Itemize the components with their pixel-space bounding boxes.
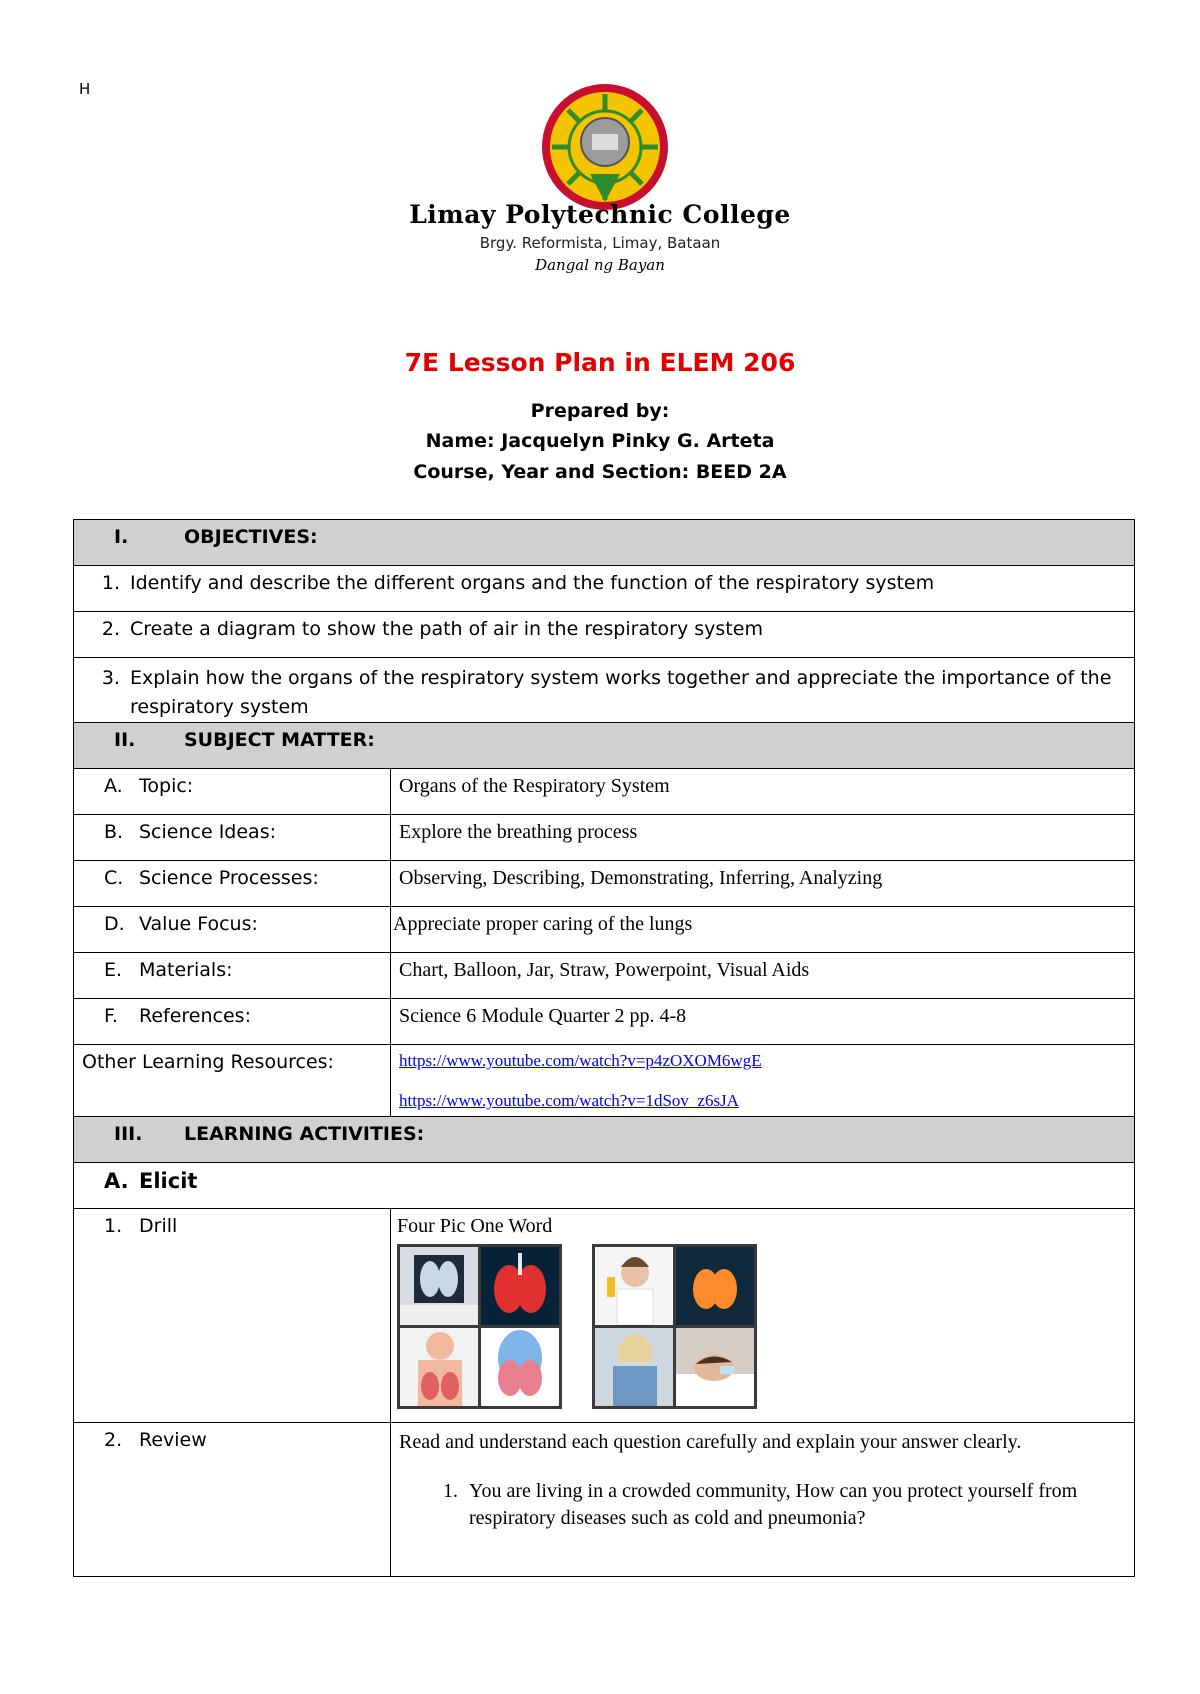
- objective-text: Identify and describe the different organs and the function of the respiratory system: [130, 572, 935, 594]
- subject-label: Value Focus:: [139, 913, 258, 935]
- chest-xray-image: [400, 1247, 478, 1325]
- objective-text: Explain how the organs of the respiratory system works together and appreciate the importance of the respiratory system: [130, 667, 1112, 718]
- subject-label: Topic:: [139, 775, 194, 797]
- subject-row: D. Value Focus: Appreciate proper caring of the lungs: [74, 907, 1135, 953]
- other-resources-row: [74, 1045, 1135, 1117]
- subject-label: Science Ideas:: [139, 821, 276, 843]
- college-name: Limay Polytechnic College: [409, 200, 791, 229]
- resource-link-1[interactable]: https://www.youtube.com/watch?v=p4zOXOM6wgE: [399, 1051, 762, 1070]
- respiratory-diagram-image: [400, 1328, 478, 1406]
- subject-matter-header-row: [74, 723, 1135, 769]
- course-year-section: Course, Year and Section: BEED 2A: [413, 461, 787, 483]
- subject-row: A. Topic: Organs of the Respiratory System: [74, 769, 1135, 815]
- elicit-row: A. Elicit: [74, 1163, 1135, 1209]
- drill-text: Four Pic One Word: [397, 1215, 553, 1237]
- subject-matter-heading: II. SUBJECT MATTER:: [74, 723, 1135, 769]
- other-resources-label: Other Learning Resources:: [74, 1045, 391, 1117]
- drill-row: 1. Drill Four Pic One Word: [74, 1209, 1135, 1423]
- preparer-name: Name: Jacquelyn Pinky G. Arteta: [425, 430, 775, 452]
- college-motto: Dangal ng Bayan: [535, 256, 665, 274]
- corner-mark: H: [79, 80, 91, 98]
- resource-link-2[interactable]: https://www.youtube.com/watch?v=1dSov_z6sJA: [399, 1091, 739, 1110]
- glowing-lungs-image: [676, 1247, 754, 1325]
- review-row: 2. Review Read and understand each question carefully and explain your answer clearly. 1. You are living in a crowded community, How can you protect yourself from respiratory diseases such as cold and pneumonia?: [74, 1423, 1135, 1577]
- objective-row: [74, 658, 1135, 723]
- subject-value: Science 6 Module Quarter 2 pp. 4-8: [391, 999, 1135, 1045]
- objective-text: Create a diagram to show the path of air in the respiratory system: [130, 618, 763, 640]
- review-instructions: Read and understand each question carefully and explain your answer clearly.: [399, 1431, 1022, 1453]
- subject-row: C. Science Processes: Observing, Describing, Demonstrating, Inferring, Analyzing: [74, 861, 1135, 907]
- review-question-list: [393, 1478, 1126, 1532]
- woman-inhaler-image: [595, 1247, 673, 1325]
- objective-row: [74, 566, 1135, 612]
- college-seal-logo: [540, 82, 670, 212]
- subject-label: References:: [139, 1005, 251, 1027]
- lungs-illustration-image: [481, 1247, 559, 1325]
- subject-label: Materials:: [139, 959, 233, 981]
- learning-activities-header-row: [74, 1117, 1135, 1163]
- review-question: 1. You are living in a crowded community, How can you protect yourself from respiratory diseases such as cold and pneumonia?: [463, 1478, 1126, 1532]
- objective-number: 2.: [101, 618, 120, 640]
- objective-row: [74, 612, 1135, 658]
- objectives-header-row: [74, 520, 1135, 566]
- anatomy-lungs-image: [481, 1328, 559, 1406]
- drill-label: Drill: [139, 1215, 178, 1237]
- subject-value: Observing, Describing, Demonstrating, Inferring, Analyzing: [391, 861, 1135, 907]
- college-address: Brgy. Reformista, Limay, Bataan: [479, 234, 721, 252]
- elicit-heading: Elicit: [139, 1169, 198, 1193]
- four-pic-images: [397, 1244, 1126, 1409]
- lesson-plan-title: 7E Lesson Plan in ELEM 206: [404, 348, 796, 377]
- subject-value: Organs of the Respiratory System: [391, 769, 1135, 815]
- objective-number: 1.: [101, 572, 120, 594]
- lesson-plan-table: [73, 519, 1135, 1577]
- objective-number: 3.: [101, 667, 120, 689]
- learning-activities-heading: III. LEARNING ACTIVITIES:: [74, 1117, 1135, 1163]
- subject-row: B. Science Ideas: Explore the breathing process: [74, 815, 1135, 861]
- review-label: Review: [139, 1429, 207, 1451]
- lungs-picture-set: [397, 1244, 562, 1409]
- subject-value: Chart, Balloon, Jar, Straw, Powerpoint, Visual Aids: [391, 953, 1135, 999]
- objectives-heading: I. OBJECTIVES:: [74, 520, 1135, 566]
- breathing-picture-set: [592, 1244, 757, 1409]
- subject-value: Explore the breathing process: [391, 815, 1135, 861]
- subject-row: F. References: Science 6 Module Quarter 2 pp. 4-8: [74, 999, 1135, 1045]
- woman-chest-image: [595, 1328, 673, 1406]
- subject-label: Science Processes:: [139, 867, 319, 889]
- prepared-by-label: Prepared by:: [530, 400, 670, 422]
- subject-row: E. Materials: Chart, Balloon, Jar, Straw, Powerpoint, Visual Aids: [74, 953, 1135, 999]
- patient-oxygen-image: [676, 1328, 754, 1406]
- subject-value: Appreciate proper caring of the lungs: [391, 907, 1135, 953]
